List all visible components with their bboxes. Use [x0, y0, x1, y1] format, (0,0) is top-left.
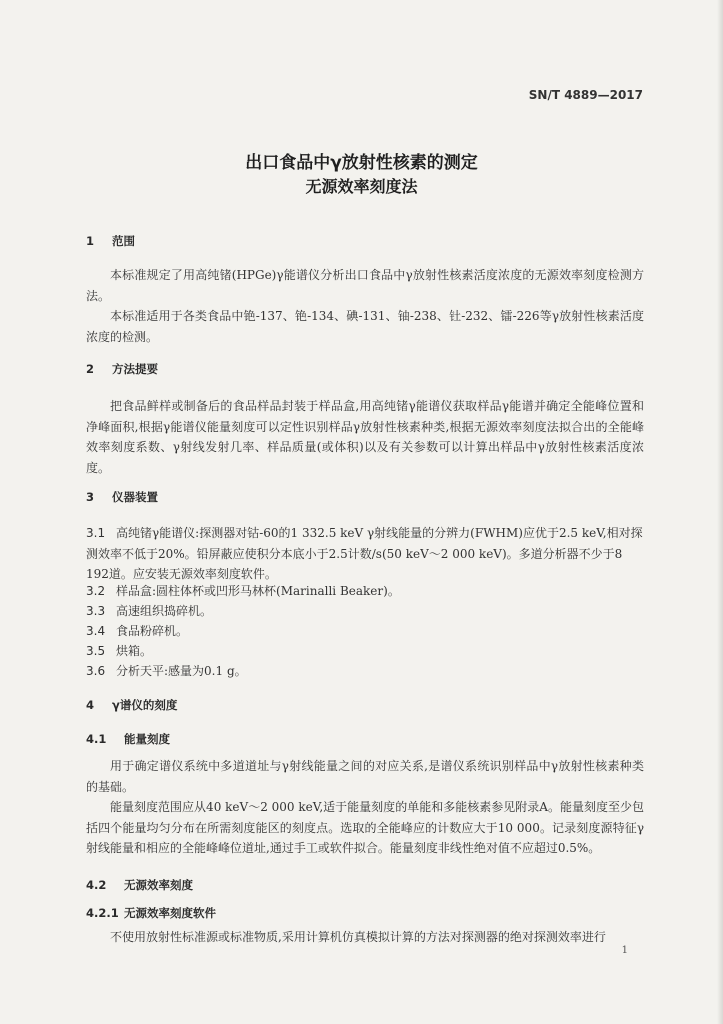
section-number: 2 [86, 362, 95, 376]
section-number: 4 [86, 698, 95, 712]
paragraph: 用于确定谱仪系统中多道道址与γ射线能量之间的对应关系,是谱仪系统识别样品中γ放射性核素种类的基础。 [86, 759, 644, 794]
list-item [86, 581, 646, 602]
document-subtitle: 无源效率刻度法 [305, 177, 418, 196]
section-heading-1 [86, 233, 135, 249]
section-title: 无源效率刻度 [124, 878, 193, 892]
section-title: 能量刻度 [124, 732, 170, 746]
item-number: 3.1 [86, 526, 106, 540]
paragraph: 能量刻度范围应从40 keV～2 000 keV,适于能量刻度的单能和多能核素参见附录A。能量刻度至少包括四个能量均匀分布在所需刻度能区的刻度点。选取的全能峰应的计数应大于10 000。记录刻度源特征γ射线能量和相应的全能峰峰位道址,通过手工或软件拟合。能量刻度非线性绝对值不应超过0.5%。 [86, 800, 644, 855]
item-number: 3.5 [86, 644, 106, 658]
section-number: 1 [86, 234, 95, 248]
section-heading-3 [86, 489, 158, 505]
section-title: 无源效率刻度软件 [124, 906, 216, 920]
paragraph: 本标准规定了用高纯锗(HPGe)γ能谱仪分析出口食品中γ放射性核素活度浓度的无源效率刻度检测方法。 [86, 268, 644, 303]
section-number: 3 [86, 490, 95, 504]
section-number: 4.2.1 [86, 906, 119, 920]
item-number: 3.3 [86, 604, 106, 618]
item-text: 食品粉碎机。 [116, 624, 189, 638]
section-number: 4.1 [86, 732, 107, 746]
item-number: 3.6 [86, 664, 106, 678]
item-text: 高纯锗γ能谱仪:探测器对钴-60的1 332.5 keV γ射线能量的分辨力(FWHM)应优于2.5 keV,相对探测效率不低于20%。铅屏蔽应使积分本底小于2.5计数/s(50 keV～2 000 keV)。多道分析器不少于8 192道。应安装无源效率刻度软件。 [86, 526, 643, 581]
section-title: 方法提要 [112, 362, 158, 376]
item-text: 样品盒:圆柱体杯或凹形马林杯(Marinalli Beaker)。 [116, 584, 400, 598]
standard-code: SN/T 4889—2017 [528, 88, 643, 102]
item-number: 3.4 [86, 624, 106, 638]
list-item [86, 523, 646, 585]
paragraph: 本标准适用于各类食品中铯-137、铯-134、碘-131、铀-238、钍-232、镭-226等γ放射性核素活度浓度的检测。 [86, 309, 644, 344]
section-heading-2 [86, 361, 158, 377]
section-title: 仪器装置 [112, 490, 158, 504]
scan-edge-shadow [717, 0, 723, 1024]
document-title: 出口食品中γ放射性核素的测定 [245, 153, 478, 173]
section-title: γ谱仪的刻度 [112, 698, 178, 712]
subsection-heading-4-2 [86, 877, 193, 893]
list-item [86, 621, 646, 642]
item-number: 3.2 [86, 584, 106, 598]
paragraph: 把食品鲜样或制备后的食品样品封装于样品盒,用高纯锗γ能谱仪获取样品γ能谱并确定全能峰位置和净峰面积,根据γ能谱仪能量刻度可以定性识别样品γ放射性核素种类,根据无源效率刻度法拟合出的全能峰效率刻度系数、γ射线发射几率、样品质量(或体积)以及有关参数可以计算出样品中γ放射性核素活度浓度。 [86, 399, 644, 475]
item-text: 分析天平:感量为0.1 g。 [116, 664, 247, 678]
section-heading-4 [86, 697, 177, 713]
section-number: 4.2 [86, 878, 107, 892]
paragraph: 不使用放射性标准源或标准物质,采用计算机仿真模拟计算的方法对探测器的绝对探测效率进行 [110, 930, 606, 944]
subsection-heading-4-2-1 [86, 905, 216, 921]
item-text: 高速组织捣碎机。 [116, 604, 213, 618]
subsection-heading-4-1 [86, 731, 170, 747]
list-item [86, 641, 646, 662]
list-item [86, 661, 646, 682]
section-title: 范围 [112, 234, 135, 248]
page-number: 1 [621, 945, 628, 956]
item-text: 烘箱。 [116, 644, 153, 658]
list-item [86, 601, 646, 622]
